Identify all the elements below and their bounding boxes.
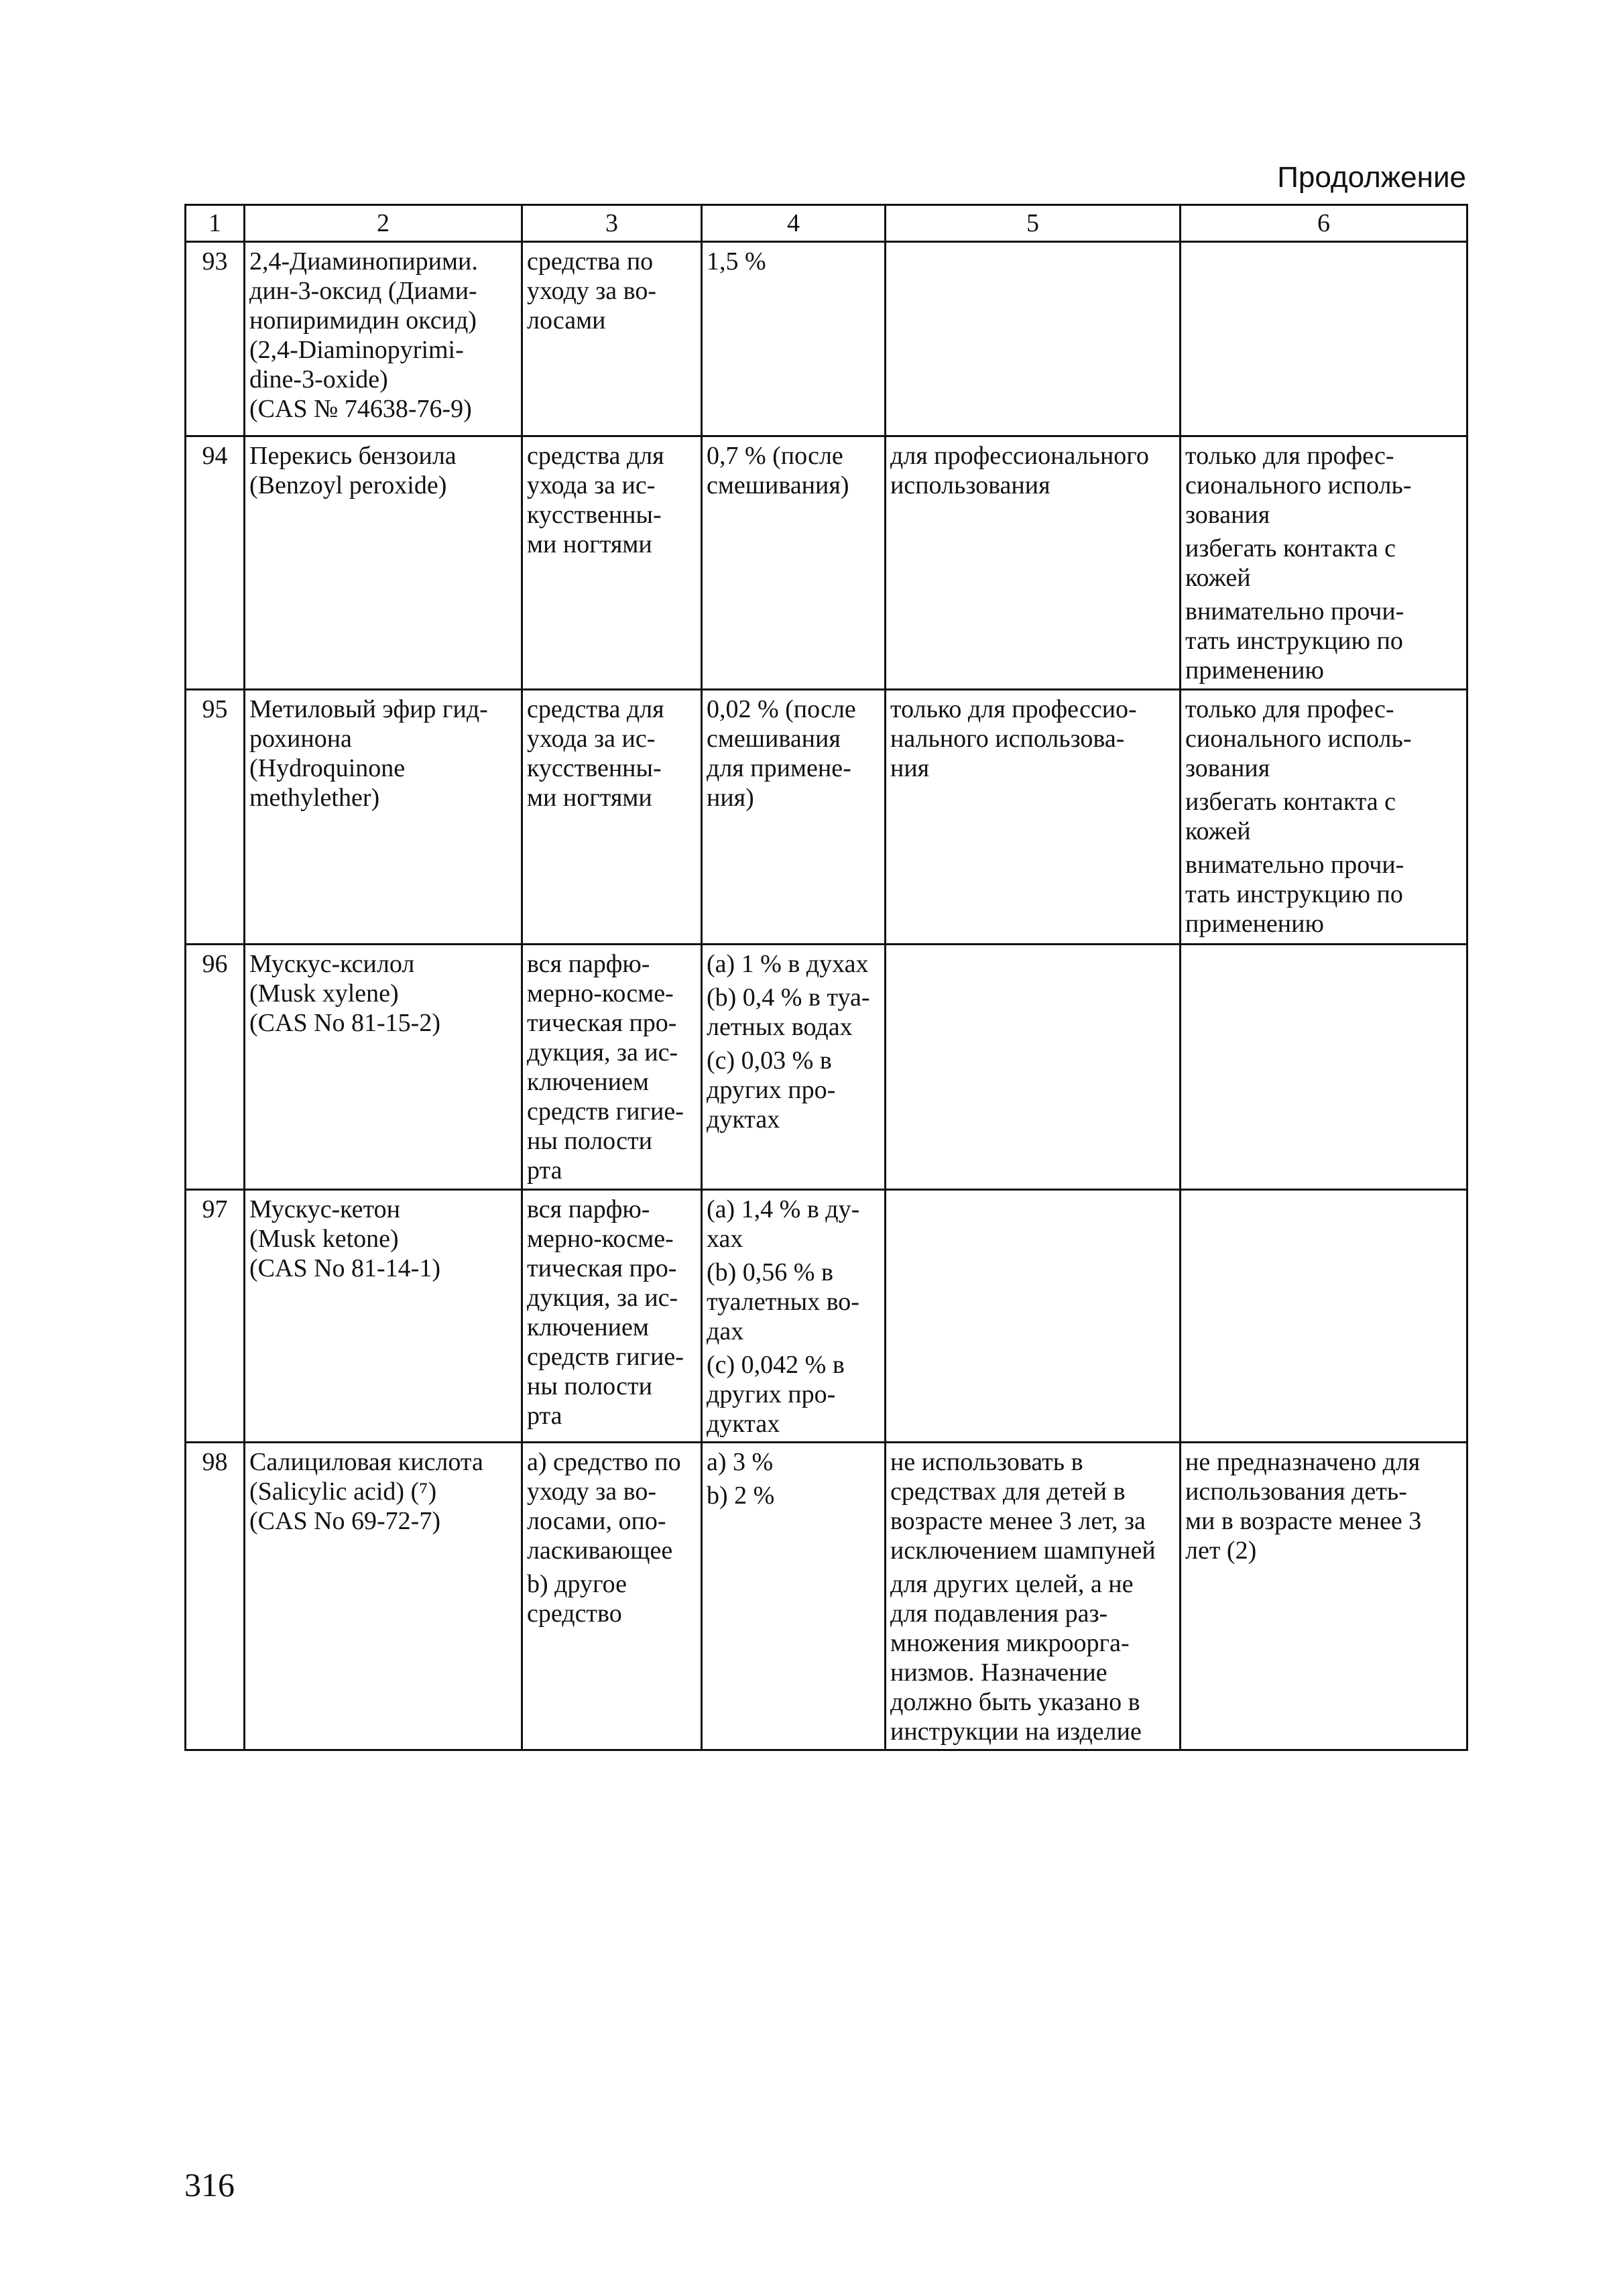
column-header: 1 [186, 205, 245, 242]
table-header-row [186, 205, 1467, 242]
warnings-cell [1181, 436, 1467, 690]
row-number-cell [186, 242, 245, 436]
max-concentration: b) 2 % [707, 1482, 775, 1510]
label-warning: не предназначено для использования деть- ми в возрасте менее 3 лет (2) [1185, 1448, 1422, 1565]
substance-cell [245, 945, 522, 1190]
product-scope: b) другое средство [527, 1570, 627, 1628]
max-concentration: (a) 1,4 % в ду- хах [707, 1195, 860, 1253]
row-number-cell [186, 1190, 245, 1443]
products-cell [522, 945, 702, 1190]
row-number: 94 [202, 442, 228, 470]
substance-name: Метиловый эфир гид- рохинона (Hydroquinone methylether) [249, 695, 488, 812]
max-concentration: (c) 0,03 % в других про- дуктах [707, 1046, 836, 1134]
product-scope: средства по уходу за во- лосами [527, 247, 657, 335]
products-cell [522, 436, 702, 690]
concentration-cell [702, 436, 886, 690]
table-row [186, 690, 1467, 945]
concentration-cell [702, 1190, 886, 1443]
substance-cell [245, 436, 522, 690]
column-header: 4 [702, 205, 886, 242]
row-number-cell [186, 1443, 245, 1750]
max-concentration: (b) 0,4 % в туа- летных водах [707, 983, 870, 1041]
row-number-cell [186, 436, 245, 690]
max-concentration: а) 3 % [707, 1448, 774, 1476]
label-warning: внимательно прочи- тать инструкцию по применению [1185, 597, 1404, 684]
max-concentration: (b) 0,56 % в туалетных во- дах [707, 1258, 859, 1345]
substance-name: Мускус-ксилол (Musk xylene) (CAS No 81-15-2) [249, 950, 440, 1037]
substance-name: Мускус-кетон (Musk ketone) (CAS No 81-14-1) [249, 1195, 440, 1282]
substance-name: Салициловая кислота (Salicylic acid) (⁷) (CAS No 69-72-7) [249, 1448, 483, 1535]
products-cell [522, 1443, 702, 1750]
table-row [186, 1443, 1467, 1750]
other-restrictions-cell [886, 945, 1181, 1190]
warnings-cell [1181, 242, 1467, 436]
products-cell [522, 242, 702, 436]
row-number: 95 [202, 695, 228, 723]
other-restrictions-cell [886, 1190, 1181, 1443]
column-header: 3 [522, 205, 702, 242]
continuation-label: Продолжение [1277, 161, 1466, 194]
product-scope: средства для ухода за ис- кусственны- ми ногтями [527, 695, 664, 812]
warnings-cell [1181, 945, 1467, 1190]
column-header: 2 [245, 205, 522, 242]
row-number-cell [186, 945, 245, 1190]
product-scope: средства для ухода за ис- кусственны- ми ногтями [527, 442, 664, 558]
max-concentration: 1,5 % [707, 247, 766, 276]
other-restrictions-cell [886, 1443, 1181, 1750]
row-number: 98 [202, 1448, 228, 1476]
row-number-cell [186, 690, 245, 945]
table-row [186, 242, 1467, 436]
warnings-cell [1181, 1190, 1467, 1443]
row-number: 97 [202, 1195, 228, 1223]
page-number: 316 [184, 2166, 235, 2203]
max-concentration: 0,02 % (после смешивания для примене- ния) [707, 695, 856, 812]
substance-cell [245, 690, 522, 945]
max-concentration: 0,7 % (после смешивания) [707, 442, 849, 499]
label-warning: только для профес- сионального исполь- зования [1185, 442, 1412, 529]
max-concentration: (c) 0,042 % в других про- дуктах [707, 1351, 845, 1438]
label-warning: избегать контакта с кожей [1185, 534, 1396, 592]
other-restrictions-cell [886, 436, 1181, 690]
row-number: 96 [202, 950, 228, 978]
substance-name: Перекись бензоила (Benzoyl peroxide) [249, 442, 457, 499]
other-restriction: не использовать в средствах для детей в возрасте менее 3 лет, за исключением шампуней [890, 1448, 1156, 1565]
product-scope: а) средство по уходу за во- лосами, опо- ласкивающее [527, 1448, 681, 1565]
products-cell [522, 1190, 702, 1443]
concentration-cell [702, 690, 886, 945]
max-concentration: (a) 1 % в духах [707, 950, 869, 978]
other-restriction: для профессионального использования [890, 442, 1149, 499]
product-scope: вся парфю- мерно-косме- тическая про- дукция, за ис- ключением средств гигие- ны полости рта [527, 950, 684, 1185]
other-restrictions-cell [886, 242, 1181, 436]
table-row [186, 436, 1467, 690]
other-restriction: только для профессио- нального использова- ния [890, 695, 1137, 782]
product-scope: вся парфю- мерно-косме- тическая про- дукция, за ис- ключением средств гигие- ны полости рта [527, 1195, 684, 1430]
label-warning: избегать контакта с кожей [1185, 788, 1396, 845]
warnings-cell [1181, 1443, 1467, 1750]
column-header: 6 [1181, 205, 1467, 242]
substance-cell [245, 242, 522, 436]
other-restrictions-cell [886, 690, 1181, 945]
other-restriction: для других целей, а не для подавления раз- множения микроорга- низмов. Назначение должно быть указано в инструкции на изделие [890, 1570, 1142, 1746]
table-row [186, 1190, 1467, 1443]
regulation-table [184, 204, 1468, 1751]
products-cell [522, 690, 702, 945]
warnings-cell [1181, 690, 1467, 945]
label-warning: внимательно прочи- тать инструкцию по применению [1185, 851, 1404, 938]
concentration-cell [702, 945, 886, 1190]
table-row [186, 945, 1467, 1190]
concentration-cell [702, 1443, 886, 1750]
row-number: 93 [202, 247, 228, 276]
label-warning: только для профес- сионального исполь- зования [1185, 695, 1412, 782]
substance-cell [245, 1190, 522, 1443]
column-header: 5 [886, 205, 1181, 242]
concentration-cell [702, 242, 886, 436]
substance-cell [245, 1443, 522, 1750]
substance-name: 2,4-Диаминопирими. дин-3-оксид (Диами- нопиримидин оксид) (2,4-Diaminopyrimi- dine-3-oxide) (CAS № 74638-76-9) [249, 247, 478, 423]
